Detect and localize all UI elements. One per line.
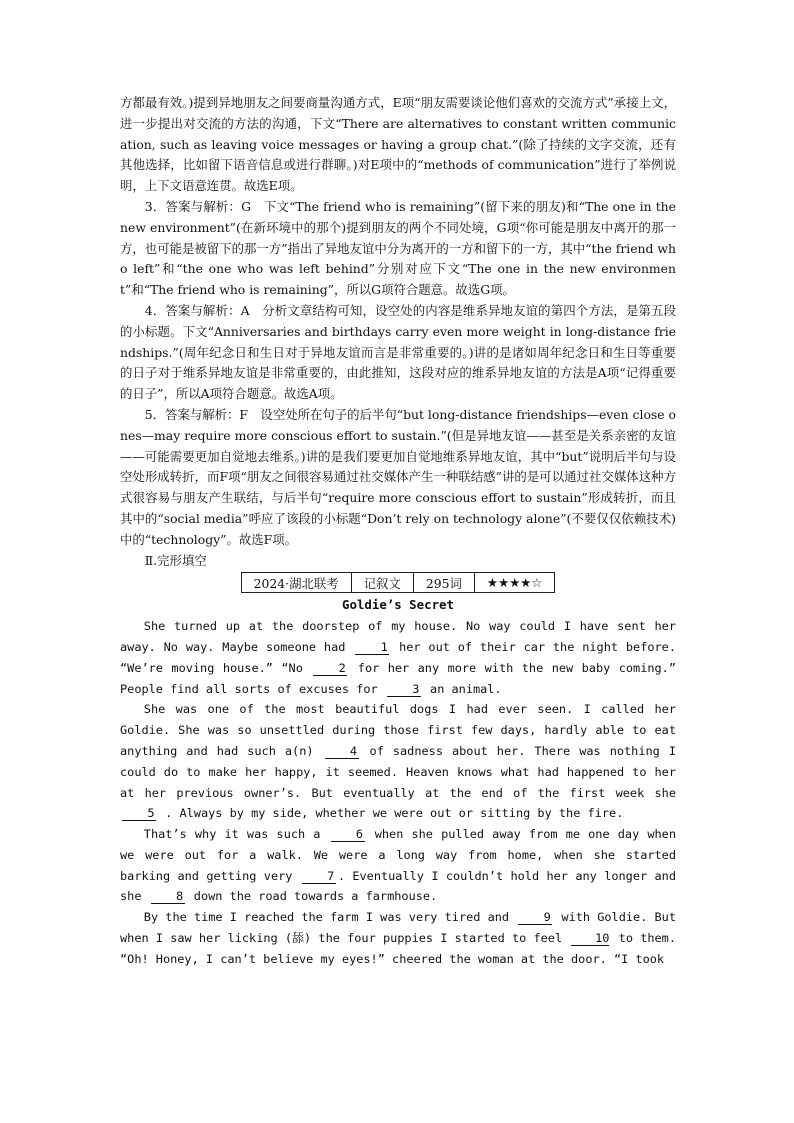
blank-4: 4 [325,744,359,759]
story-paragraph-3: That’s why it was such a 6 when she pulled away from me one day when we were out for a walk. We were a long way from home, when she started barking and getting very 7 . Eventually I couldn’t hold her any longer and she 8 down the road towards a farmhouse. [120,827,676,904]
story-paragraph-4: By the time I reached the farm I was very tired and 9 with Goldie. But when I saw her licking (舔) the four puppies I started to feel 10 to them. “Oh! Honey, I can’t believe my eyes!” cheered the woman at the door. “I took [120,910,676,966]
answer-paragraph-2-cont: 方都最有效。)提到异地朋友之间要商量沟通方式，E项“朋友需要谈论他们喜欢的交流方式”承接上文，进一步提出对交流的方法的沟通，下文“There are alternatives to constant written communication, such as leaving voice messages or having a group chat.”(除了持续的文字交流，还有其他选择，比如留下语音信息或进行群聊。)对E项中的“methods of communication”进行了举例说明，上下文语意连贯。故选E项。 [120,95,676,194]
meta-genre: 记叙文 [351,573,413,593]
passage-title: Goldie’s Secret [342,597,454,613]
passage-meta-table [241,572,556,593]
section-heading: Ⅱ.完形填空 [144,552,207,568]
meta-difficulty: ★★★★☆ [474,573,555,593]
blank-2: 2 [313,661,347,676]
blank-6: 6 [331,827,365,842]
blank-7: 7 [302,869,336,884]
blank-9: 9 [518,910,552,925]
story-paragraph-2: She was one of the most beautiful dogs I had ever seen. I called her Goldie. She was so unsettled during those first few days, hardly able to eat anything and had such a(n) 4 of sadness about her. There was nothing I could do to make her happy, it seemed. Heaven knows what had happened to her at her previous owner’s. But eventually at the end of the first week she 5 . Always by my side, whether we were out or sitting by the fire. [120,702,676,821]
meta-word-count: 295词 [413,573,474,593]
blank-1: 1 [355,640,389,655]
document-page [120,93,676,970]
answer-paragraph-5: 5．答案与解析：F 设空处所在句子的后半句“but long-distance friendships—even close ones—may require more conscious effort to sustain.”(但是异地友谊——甚至是关系亲密的友谊——可能需要更加自觉地去维系。)讲的是我们要更加自觉地维系异地友谊，其中“but”说明后半句与设空处形成转折，而F项“朋友之间很容易通过社交媒体产生一种联结感”讲的是可以通过社交媒体这种方式很容易与朋友产生联结，与后半句“require more conscious effort to sustain”形成转折，而且其中的“social media”呼应了该段的小标题“Don’t rely on technology alone”(不要仅仅依赖技术)中的“technology”。故选F项。 [120,406,676,547]
answer-paragraph-3: 3．答案与解析：G 下文“The friend who is remaining”(留下来的朋友)和“The one in the new environment”(在新环境中的那个)提到朋友的两个不同处境，G项“你可能是朋友中离开的那一方，也可能是被留下的那一方”指出了异地友谊中分为离开的一方和留下的一方，其中“the friend who left”和“the one who was left behind”分别对应下文“The one in the new environment”和“The friend who is remaining”，所以G项符合题意。故选G项。 [120,198,676,298]
story-paragraph-1: She turned up at the doorstep of my house. No way could I have sent her away. No way. Maybe someone had 1 her out of their car the night before. “We’re moving house.” “No 2 for her any more with the new baby coming.” People find all sorts of excuses for 3 an animal. [120,619,676,696]
blank-8: 8 [151,889,185,904]
answer-paragraph-4: 4．答案与解析：A 分析文章结构可知，设空处的内容是维系异地友谊的第四个方法，是第五段的小标题。下文“Anniversaries and birthdays carry even more weight in long-distance friendships.”(周年纪念日和生日对于异地友谊而言是非常重要的。)讲的是诸如周年纪念日和生日等重要的日子对于维系异地友谊是非常重要的，由此推知，这段对应的维系异地友谊的方法是A项“记得重要的日子”，所以A项符合题意。故选A项。 [120,302,676,402]
blank-3: 3 [387,682,421,697]
meta-source: 2024·湖北联考 [241,573,351,593]
blank-5: 5 [122,806,156,821]
blank-10: 10 [571,931,609,946]
